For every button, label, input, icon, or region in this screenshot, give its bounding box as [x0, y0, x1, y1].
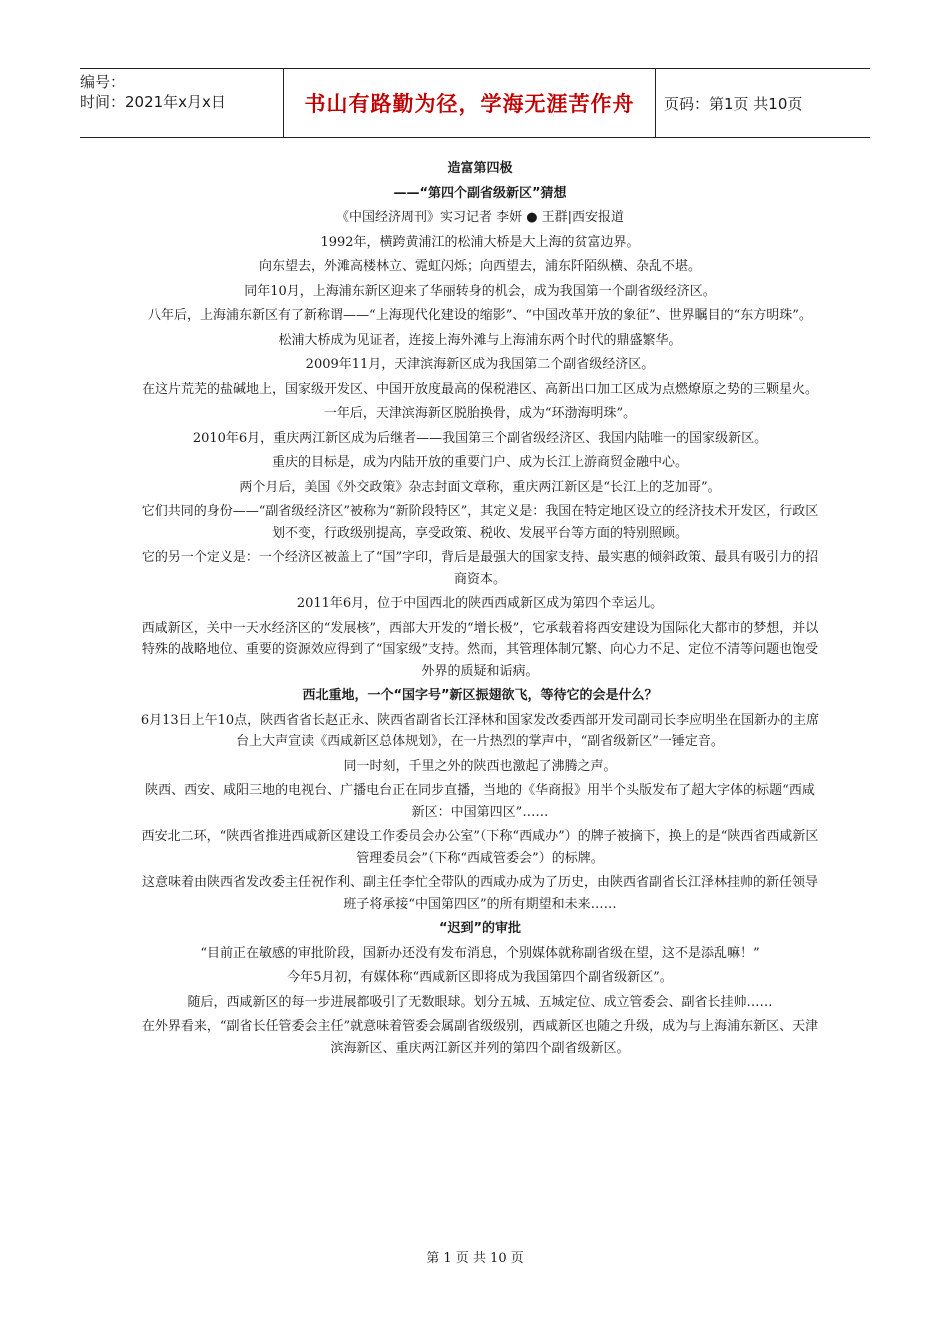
paragraph: 随后，西咸新区的每一步进展都吸引了无数眼球。划分五城、五城定位、成立管委会、副省长挂帅……: [187, 994, 773, 1010]
page-footer: 第 1 页 共 10 页: [426, 1251, 524, 1266]
paragraph: 2009年11月，天津滨海新区成为我国第二个副省级经济区。: [305, 357, 655, 372]
article-title: 造富第四极: [447, 161, 513, 176]
paragraph: 向东望去，外滩高楼林立、霓虹闪烁；向西望去，浦东阡陌纵横、杂乱不堪。: [258, 259, 701, 274]
article-subtitle: ——“第四个副省级新区”猜想: [393, 185, 567, 201]
header-page-info: 页码：第1页 共10页: [664, 94, 803, 113]
number-label: 编号：: [80, 73, 126, 91]
paragraph: 一年后，天津滨海新区脱胎换骨，成为“环渤海明珠”。: [323, 406, 637, 421]
section-heading: 西北重地，一个“国字号”新区振翅欲飞，等待它的会是什么？: [302, 688, 658, 703]
paragraph: 2010年6月，重庆两江新区成为后继者——我国第三个副省级经济区、我国内陆唯一的国家级新区。: [192, 430, 768, 446]
paragraph: 在这片荒芜的盐碱地上，国家级开发区、中国开放度最高的保税港区、高新出口加工区成为点燃燎原之势的三颗星火。: [141, 381, 818, 397]
paragraph: 它的另一个定义是：一个经济区被盖上了“国”字印，背后是最强大的国家支持、最实惠的倾斜政策、最具有吸引力的招商资本。: [141, 550, 819, 587]
time-label: 时间：2021年x月x日: [80, 93, 226, 111]
paragraph: 这意味着由陕西省发改委主任祝作利、副主任李忙全带队的西咸办成为了历史，由陕西省副省长江泽林挂帅的新任领导班子将承接“中国第四区”的所有期望和未来……: [141, 875, 818, 912]
article-byline: 《中国经济周刊》实习记者 李妍 ● 王群|西安报道: [335, 210, 625, 225]
paragraph: 今年5月初，有媒体称“西咸新区即将成为我国第四个副省级新区”。: [287, 970, 673, 985]
paragraph: 八年后，上海浦东新区有了新称谓——“上海现代化建设的缩影”、“中国改革开放的象征”、世界瞩目的“东方明珠”。: [148, 308, 812, 323]
paragraph: 重庆的目标是，成为内陆开放的重要门户、成为长江上游商贸金融中心。: [271, 455, 688, 470]
paragraph: 西安北二环，“陕西省推进西咸新区建设工作委员会办公室”（下称“西咸办”）的牌子被摘下，换上的是“陕西省西咸新区管理委员会”（下称“西咸管委会”）的标牌。: [141, 829, 819, 866]
paragraph: 西咸新区，关中一天水经济区的“发展核”，西部大开发的“增长极”，它承载着将西安建设为国际化大都市的梦想，并以特殊的战略地位、重要的资源效应得到了“国家级”支持。然而，其管理体制冗繁、向心力不足、定位不清等问题也饱受外界的质疑和诟病。: [141, 620, 819, 679]
paragraph: “目前正在敏感的审批阶段，国新办还没有发布消息，个别媒体就称副省级在望，这不是添乱嘛！”: [200, 945, 760, 961]
paragraph: 松浦大桥成为见证者，连接上海外滩与上海浦东两个时代的鼎盛繁华。: [278, 332, 682, 348]
paragraph: 2011年6月，位于中国西北的陕西西咸新区成为第四个幸运儿。: [296, 596, 664, 611]
paragraph: 在外界看来，“副省长任管委会主任”就意味着管委会属副省级级别，西咸新区也随之升级，成为与上海浦东新区、天津滨海新区、重庆两江新区并列的第四个副省级新区。: [141, 1019, 819, 1056]
paragraph: 6月13日上午10点，陕西省省长赵正永、陕西省副省长江泽林和国家发改委西部开发司副司长李应明坐在国新办的主席台上大声宣读《西咸新区总体规划》，在一片热烈的掌声中，“副省级新区”一锤定音。: [140, 712, 820, 749]
paragraph: 1992年，横跨黄浦江的松浦大桥是大上海的贫富边界。: [320, 234, 640, 250]
page-header: [80, 68, 870, 138]
paragraph: 两个月后，美国《外交政策》杂志封面文章称，重庆两江新区是“长江上的芝加哥”。: [239, 479, 721, 495]
section-heading: “迟到”的审批: [438, 921, 522, 936]
paragraph: 它们共同的身份——“副省级经济区”被称为“新阶段特区”，其定义是：我国在特定地区设立的经济技术开发区，行政区划不变，行政级别提高，享受政策、税收、发展平台等方面的特别照顾。: [141, 504, 819, 541]
header-meta: [80, 69, 283, 137]
article-body: [140, 158, 820, 1062]
paragraph: 同年10月，上海浦东新区迎来了华丽转身的机会，成为我国第一个副省级经济区。: [244, 283, 716, 299]
paragraph: 陕西、西安、咸阳三地的电视台、广播电台正在同步直播，当地的《华商报》用半个头版发布了超大字体的标题“西咸新区：中国第四区”……: [145, 783, 815, 820]
paragraph: 同一时刻，千里之外的陕西也激起了沸腾之声。: [343, 758, 617, 774]
header-motto: 书山有路勤为径，学海无涯苦作舟: [283, 69, 656, 137]
